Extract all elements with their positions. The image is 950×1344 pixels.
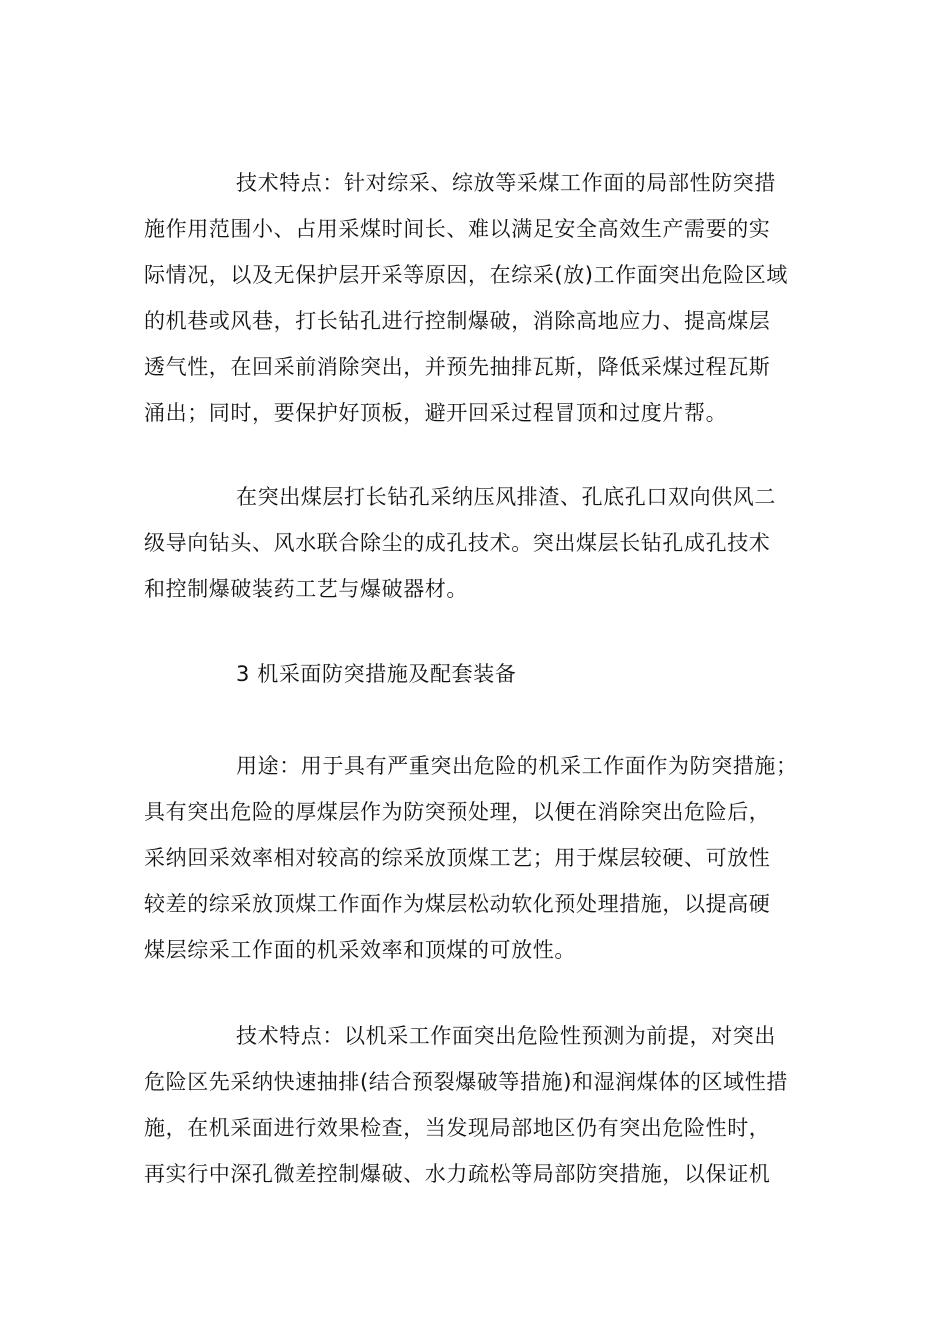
- text-line: 透气性，在回采前消除突出，并预先抽排瓦斯，降低采煤过程瓦斯: [144, 355, 771, 379]
- text-line: 涌出；同时，要保护好顶板，避开回采过程冒顶和过度片帮。: [144, 401, 728, 425]
- paragraph-technical-features-2: [144, 1013, 824, 1197]
- text-line: 危险区先采纳快速抽排(结合预裂爆破等措施)和湿润煤体的区域性措: [144, 1070, 788, 1094]
- section-heading: 3 机采面防突措施及配套装备: [236, 662, 517, 686]
- text-line: 具有突出危险的厚煤层作为防突预处理，以便在消除突出危险后，: [144, 800, 771, 824]
- text-line: 采纳回采效率相对较高的综采放顶煤工艺；用于煤层较硬、可放性: [144, 846, 771, 870]
- text-line: 较差的综采放顶煤工作面作为煤层松动软化预处理措施，以提高硬: [144, 892, 771, 916]
- text-line: 技术特点：以机采工作面突出危险性预测为前提，对突出: [236, 1024, 776, 1048]
- text-line: 煤层综采工作面的机采效率和顶煤的可放性。: [144, 938, 576, 962]
- paragraph-usage: [144, 743, 824, 973]
- text-line: 施作用范围小、占用采煤时间长、难以满足安全高效生产需要的实: [144, 217, 771, 241]
- text-line: 技术特点：针对综采、综放等采煤工作面的局部性防突措: [236, 171, 776, 195]
- text-line: 级导向钻头、风水联合除尘的成孔技术。突出煤层长钻孔成孔技术: [144, 531, 771, 555]
- paragraph-technical-features-1: [144, 160, 824, 436]
- text-line: 际情况，以及无保护层开采等原因，在综采(放)工作面突出危险区域: [144, 263, 788, 287]
- text-line: 施，在机采面进行效果检查，当发现局部地区仍有突出危险性时，: [144, 1116, 771, 1140]
- text-line: 和控制爆破装药工艺与爆破器材。: [144, 577, 468, 601]
- text-line: 用途：用于具有严重突出危险的机采工作面作为防突措施；: [236, 754, 798, 778]
- paragraph-drilling-technique: [144, 474, 824, 612]
- text-line: 再实行中深孔微差控制爆破、水力疏松等局部防突措施，以保证机: [144, 1162, 771, 1186]
- text-line: 的机巷或风巷，打长钻孔进行控制爆破，消除高地应力、提高煤层: [144, 309, 771, 333]
- text-line: 在突出煤层打长钻孔采纳压风排渣、孔底孔口双向供风二: [236, 485, 776, 509]
